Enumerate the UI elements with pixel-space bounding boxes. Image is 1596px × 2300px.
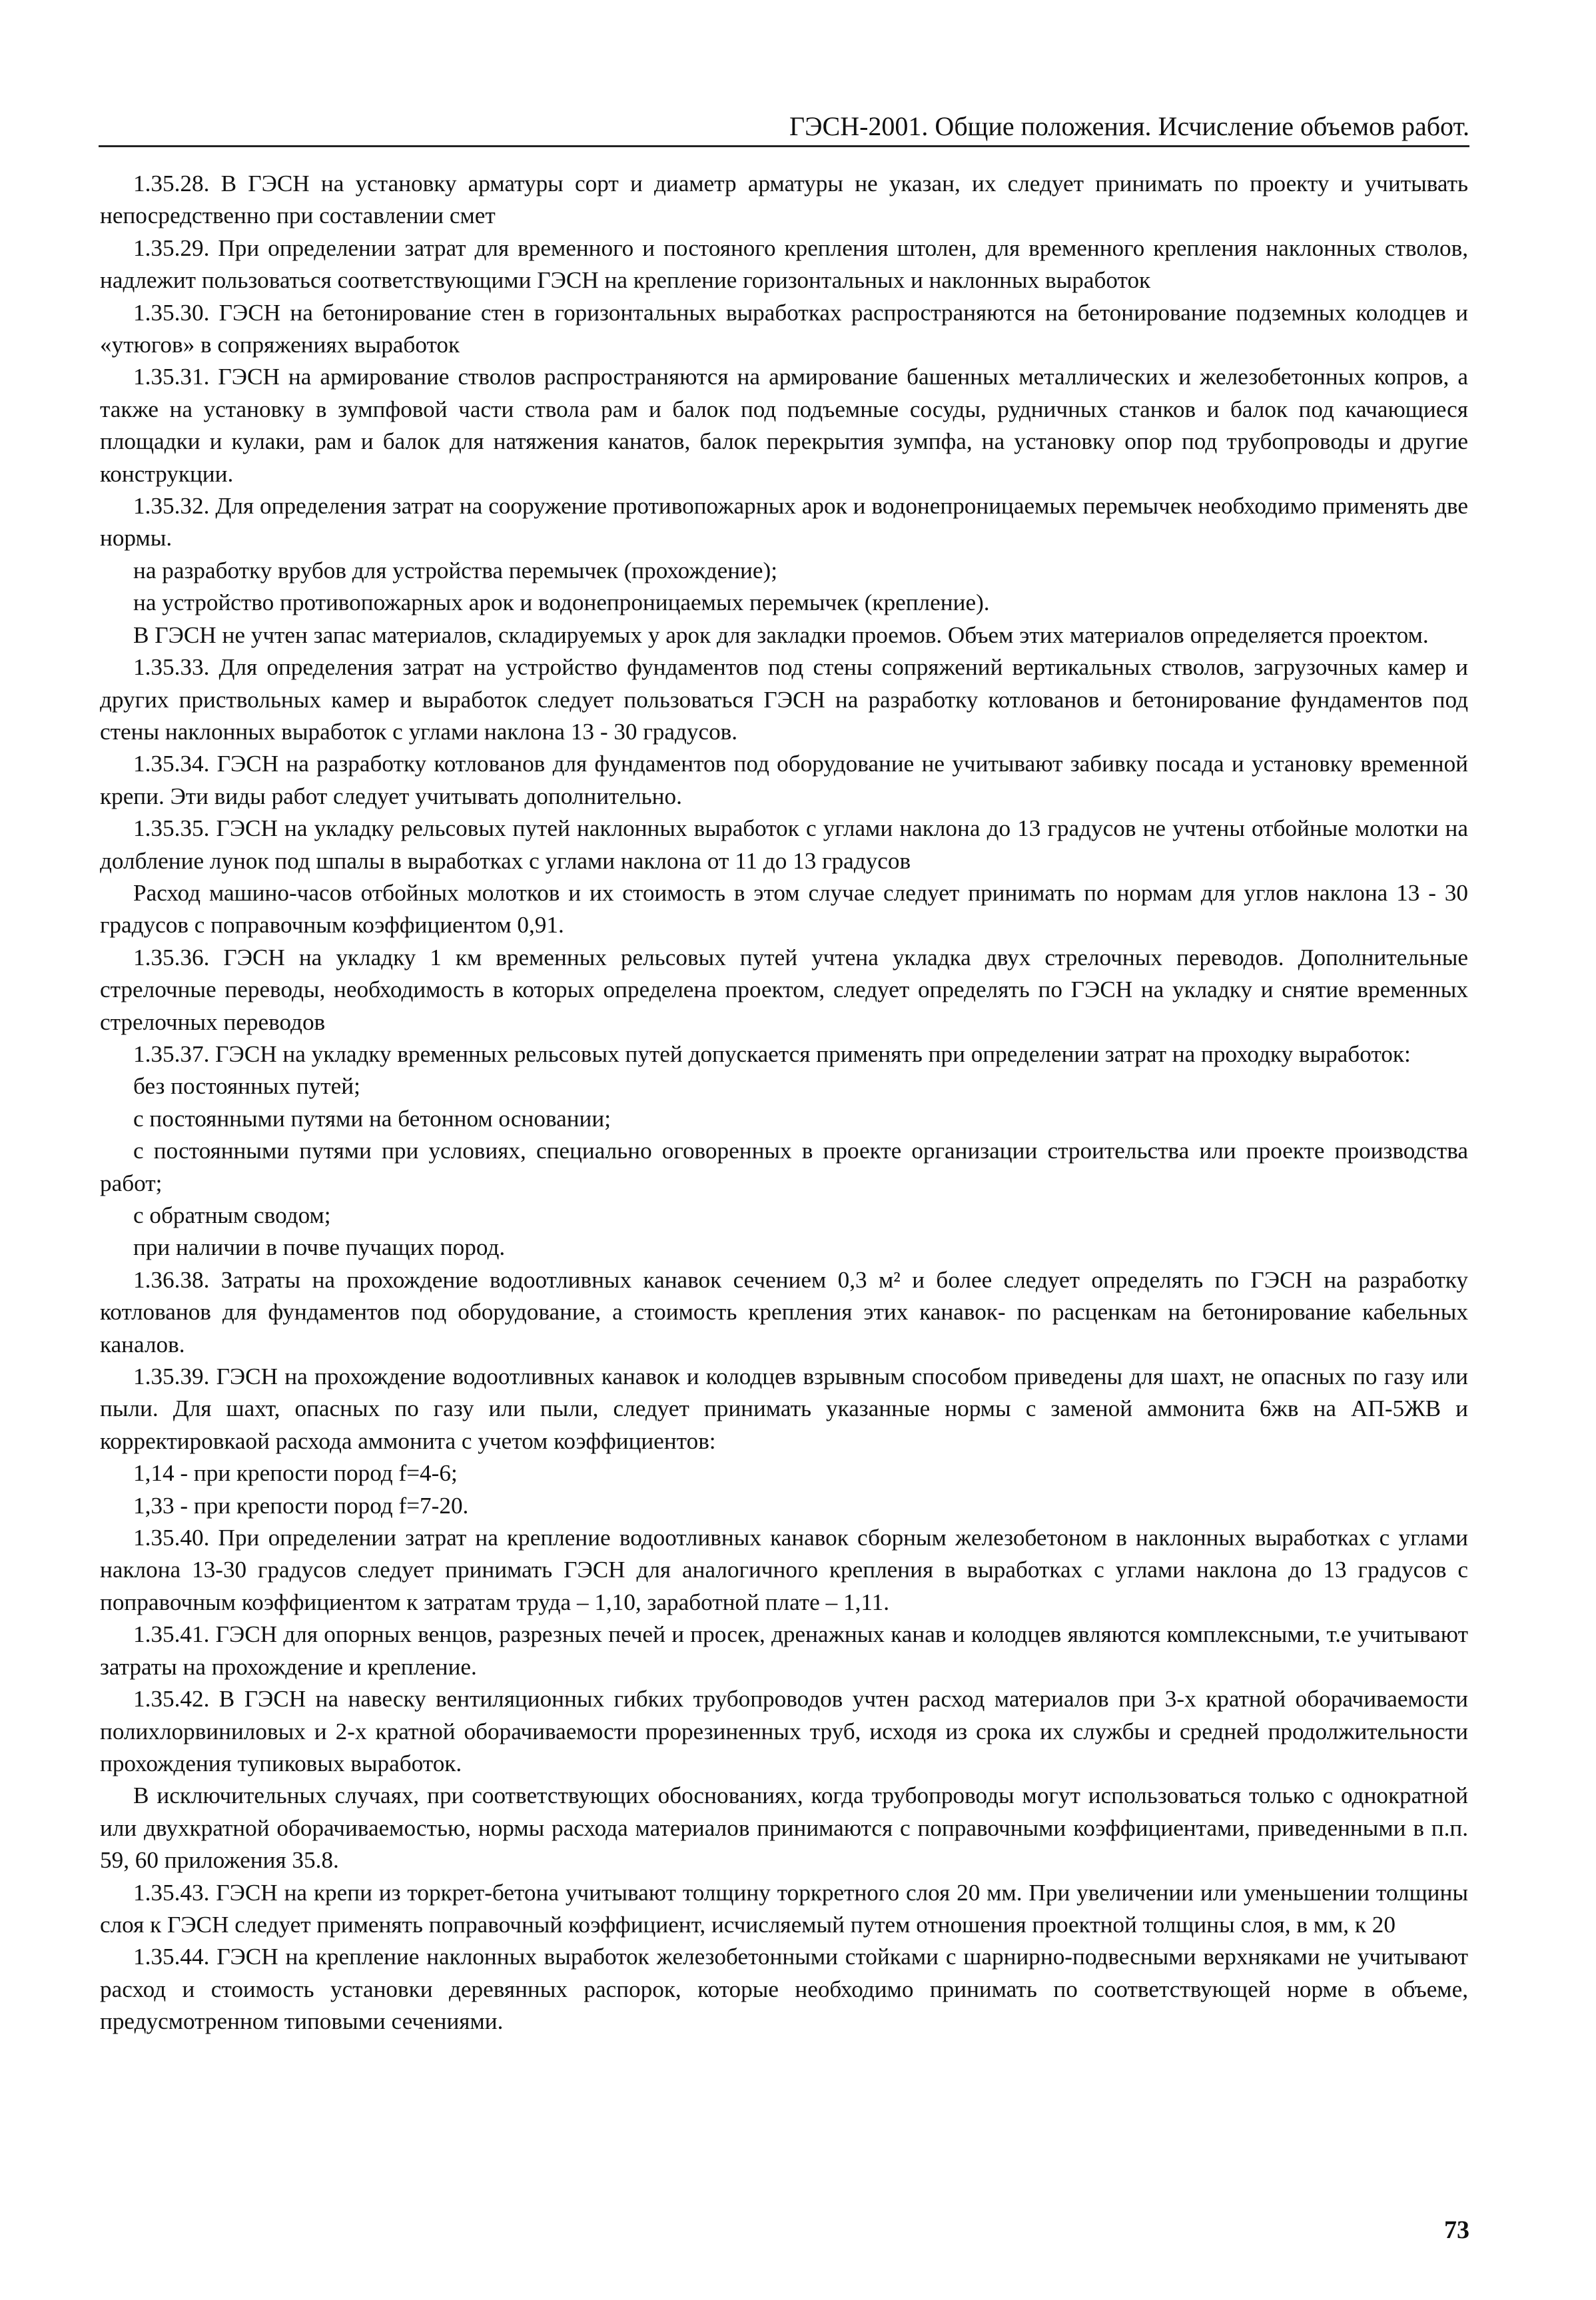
paragraph: 1.35.44. ГЭСН на крепление наклонных выработок железобетонными стойками с шарнирно-подвесными верхняками не учитывают расход и стоимость установки деревянных распорок, которые необходимо принимать по соответствующей норме в объеме, предусмотренном типовыми сечениями. (100, 1944, 1468, 2035)
paragraph: при наличии в почве пучащих пород. (133, 1234, 506, 1261)
paragraph: 1.36.38. Затраты на прохождение водоотливных канавок сечением 0,3 м² и более следует определять по ГЭСН на разработку котлованов для фундаментов под оборудование, а стоимость крепления этих канавок- по расценкам на бетонирование кабельных каналов. (100, 1266, 1468, 1357)
paragraph: В ГЭСН не учтен запас материалов, складируемых у арок для закладки проемов. Объем этих материалов определяется проектом. (133, 621, 1429, 648)
paragraph: 1,14 - при крепости пород f=4-6; (133, 1460, 458, 1487)
paragraph: 1.35.39. ГЭСН на прохождение водоотливных канавок и колодцев взрывным способом приведены для шахт, не опасных по газу или пыли. Для шахт, опасных по газу или пыли, следует принимать указанные нормы с заменой аммонита 6жв на АП-5ЖВ и корректировкаой расхода аммонита с учетом коэффициентов: (100, 1363, 1468, 1454)
paragraph: 1.35.40. При определении затрат на крепление водоотливных канавок сборным железобетоном в наклонных выработках с углами наклона 13-30 градусов следует принимать ГЭСН для аналогичного крепления в выработках с углами наклона до 13 градусов с поправочным коэффициентом к затратам труда – 1,10, заработной плате – 1,11. (100, 1525, 1468, 1615)
paragraph: с постоянными путями на бетонном основании; (133, 1105, 611, 1132)
paragraph: с постоянными путями при условиях, специально оговоренных в проекте организации строительства или проекте производства работ; (100, 1138, 1468, 1196)
paragraph: 1.35.34. ГЭСН на разработку котлованов для фундаментов под оборудование не учитывают забивку посада и установку временной крепи. Эти виды работ следует учитывать дополнительно. (100, 751, 1468, 809)
paragraph: на разработку врубов для устройства перемычек (прохождение); (133, 557, 778, 583)
paragraph: 1.35.42. В ГЭСН на навеску вентиляционных гибких трубопроводов учтен расход материалов при 3-х кратной оборачиваемости полихлорвиниловых и 2-х кратной оборачиваемости прорезиненных труб, исходя из срока их службы и средней продолжительности прохождения тупиковых выработок. (100, 1686, 1468, 1776)
paragraph: 1.35.33. Для определения затрат на устройство фундаментов под стены сопряжений вертикальных стволов, загрузочных камер и других приствольных камер и выработок следует пользоваться ГЭСН на разработку котлованов и бетонирование фундаментов под стены наклонных выработок с углами наклона 13 - 30 градусов. (100, 654, 1468, 745)
page-number: 73 (1444, 2216, 1469, 2244)
paragraph: 1.35.28. В ГЭСН на установку арматуры сорт и диаметр арматуры не указан, их следует принимать по проекту и учитывать непосредственно при составлении смет (100, 171, 1468, 229)
paragraph: 1.35.37. ГЭСН на укладку временных рельсовых путей допускается применять при определении затрат на проходку выработок: (133, 1040, 1411, 1067)
paragraph: 1.35.36. ГЭСН на укладку 1 км временных рельсовых путей учтена укладка двух стрелочных переводов. Дополнительные стрелочные переводы, необходимость в которых определена проектом, следует определять по ГЭСН на укладку и снятие временных стрелочных переводов (100, 944, 1468, 1035)
paragraph: 1.35.41. ГЭСН для опорных венцов, разрезных печей и просек, дренажных канав и колодцев являются комплексными, т.е учитывают затраты на прохождение и крепление. (100, 1621, 1468, 1680)
paragraph: на устройство противопожарных арок и водонепроницаемых перемычек (крепление). (133, 589, 990, 616)
paragraph: 1.35.32. Для определения затрат на сооружение противопожарных арок и водонепроницаемых перемычек необходимо применять две нормы. (100, 493, 1468, 552)
paragraph: 1.35.43. ГЭСН на крепи из торкрет-бетона учитывают толщину торкретного слоя 20 мм. При увеличении или уменьшении толщины слоя к ГЭСН следует применять поправочный коэффициент, исчисляемый путем отношения проектной толщины слоя, в мм, к 20 (100, 1879, 1468, 1938)
paragraph: 1.35.35. ГЭСН на укладку рельсовых путей наклонных выработок с углами наклона до 13 градусов не учтены отбойные молотки на долбление лунок под шпалы в выработках с углами наклона от 11 до 13 градусов (100, 815, 1468, 874)
paragraph: 1,33 - при крепости пород f=7-20. (133, 1492, 469, 1519)
header-rule (99, 145, 1469, 147)
paragraph: Расход машино-часов отбойных молотков и их стоимость в этом случае следует принимать по нормам для углов наклона 13 - 30 градусов с поправочным коэффициентом 0,91. (100, 879, 1468, 939)
paragraph: 1.35.30. ГЭСН на бетонирование стен в горизонтальных выработках распространяются на бетонирование подземных колодцев и «утюгов» в сопряжениях выработок (100, 299, 1468, 358)
paragraph: В исключительных случаях, при соответствующих обоснованиях, когда трубопроводы могут использоваться только с однократной или двухкратной оборачиваемостью, нормы расхода материалов принимаются с поправочными коэффициентами, приведенными в п.п. 59, 60 приложения 35.8. (100, 1782, 1468, 1874)
page-header (99, 112, 1469, 141)
paragraph: с обратным сводом; (133, 1202, 331, 1228)
paragraph: 1.35.29. При определении затрат для временного и постояного крепления штолен, для временного крепления наклонных стволов, надлежит пользоваться соответствующими ГЭСН на крепление горизонтальных и наклонных выработок (100, 234, 1468, 294)
running-title: ГЭСН-2001. Общие положения. Исчисление объемов работ. (789, 111, 1469, 141)
paragraph: 1.35.31. ГЭСН на армирование стволов распространяются на армирование башенных металлических и железобетонных копров, а также на установку в зумпфовой части ствола рам и балок под подъемные сосуды, рудничных станков и балок под качающиеся площадки и кулаки, рам и балок для натяжения канатов, балок перекрытия зумпфа, на установку опор под трубопроводы и другие конструкции. (100, 364, 1468, 487)
paragraph: без постоянных путей; (133, 1073, 360, 1100)
body-text (100, 168, 1468, 2038)
